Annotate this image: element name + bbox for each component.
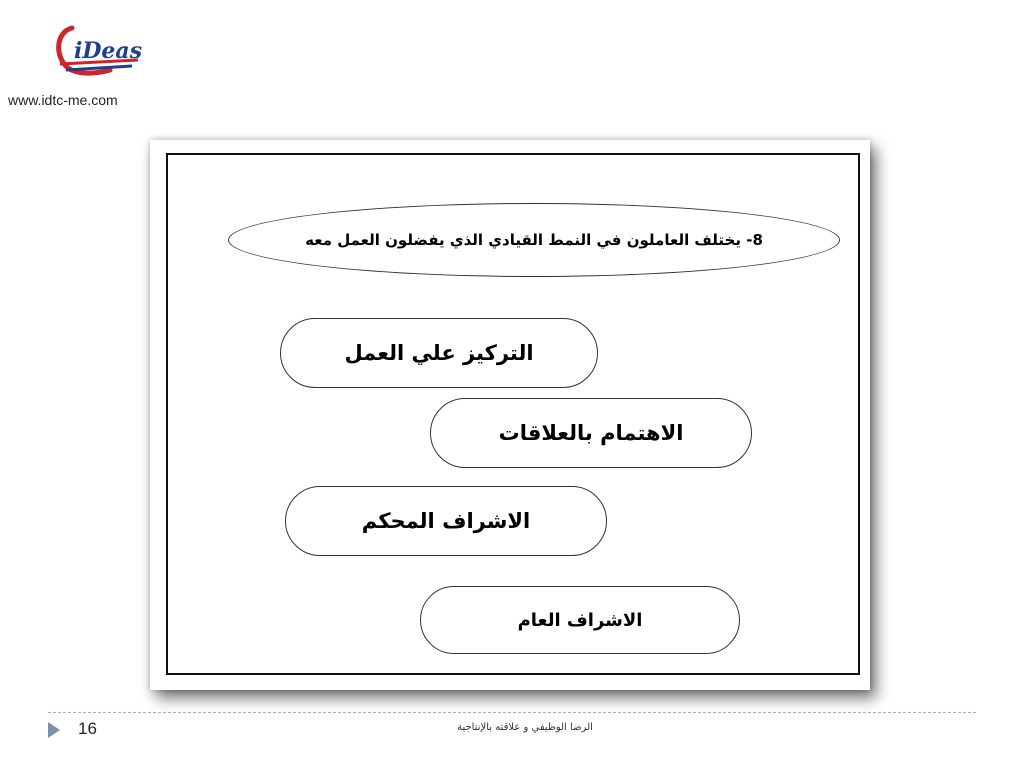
footer-title: الرضا الوظيفي و علاقته بالإنتاجية xyxy=(457,722,593,733)
option-label: الاشراف العام xyxy=(517,609,643,631)
site-url: www.idtc-me.com xyxy=(8,92,118,108)
option-task-focus xyxy=(280,318,598,388)
option-label: الاشراف المحكم xyxy=(361,509,531,533)
page-number: 16 xyxy=(78,719,97,738)
question-oval xyxy=(228,203,840,277)
option-relationship-focus xyxy=(430,398,752,468)
question-text: 8- يختلف العاملون في النمط القيادي الذي يفضلون العمل معه xyxy=(305,231,763,249)
logo-wordmark: iDeas xyxy=(74,38,142,64)
option-label: الاهتمام بالعلاقات xyxy=(498,421,684,445)
option-label: التركيز علي العمل xyxy=(344,341,534,365)
footer-divider xyxy=(48,712,976,713)
play-arrow-icon[interactable] xyxy=(48,722,60,738)
company-logo xyxy=(52,20,142,80)
option-close-supervision xyxy=(285,486,607,556)
option-general-supervision xyxy=(420,586,740,654)
